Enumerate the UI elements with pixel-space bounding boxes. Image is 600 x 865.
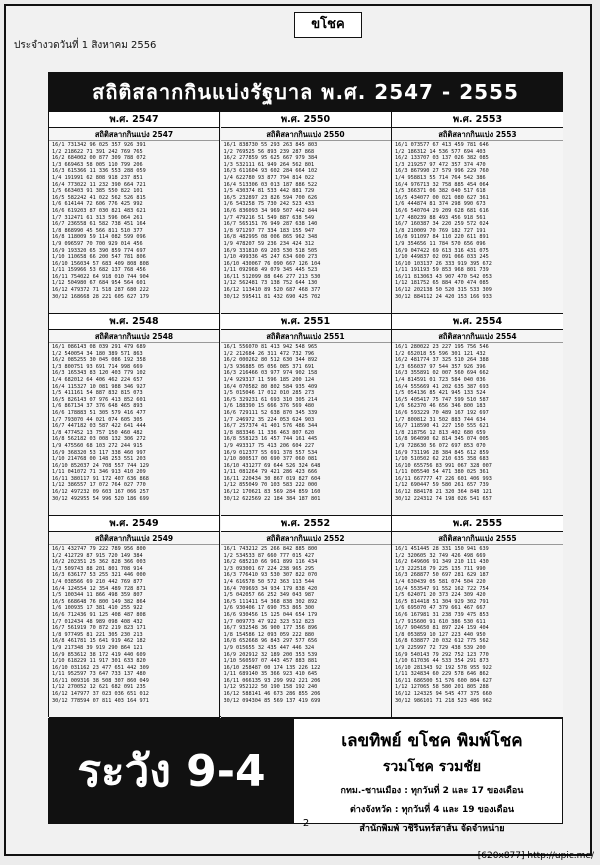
table-row: 1/8 971297 77 334 183 155 947	[223, 227, 315, 234]
table-row: 16/7 257374 41 401 576 486 344	[223, 423, 318, 430]
table-row: 16/12 497232 09 603 167 066 257	[52, 489, 149, 496]
table-row: 16/3 776410 93 530 307 822 070	[223, 572, 318, 579]
table-row: 16/8 638877 20 032 612 775 562	[395, 638, 489, 645]
block-year: พ.ศ. 2551	[221, 314, 391, 330]
table-row: 16/6 167981 31 238 739 475 853	[395, 611, 489, 618]
table-row: 16/8 118009 59 114 082 599 096	[52, 234, 146, 241]
newspaper-sheet	[4, 4, 592, 856]
table-row: 1/2 540054 34 180 389 571 863	[52, 350, 143, 357]
table-row: 16/4 115327 10 081 988 346 927	[52, 383, 146, 390]
block-year: พ.ศ. 2548	[49, 314, 219, 330]
table-row: 16/6 712436 91 125 408 487 808	[52, 611, 146, 618]
table-row: 30/12 224312 74 198 026 541 657	[395, 495, 492, 502]
table-row: 1/6 543258 75 730 242 523 433	[223, 201, 315, 208]
table-row: 16/9 368320 53 117 338 460 997	[52, 449, 146, 456]
table-row: 16/9 731196 28 384 845 612 859	[395, 449, 489, 456]
table-row: 1/10 617036 44 533 354 291 873	[395, 658, 489, 665]
table-row: 16/10 655756 83 991 067 328 007	[395, 462, 492, 469]
table-row: 1/4 622780 93 877 794 814 022	[223, 174, 315, 181]
table-row: 16/7 160387 34 220 259 572 024	[395, 221, 489, 228]
table-row: 16/1 086143 08 039 291 479 689	[52, 344, 146, 350]
table-row: 30/12 595411 81 432 690 425 702	[223, 293, 321, 300]
table-row: 1/4 929317 11 596 185 200 124	[223, 376, 315, 383]
block-rows	[49, 343, 219, 503]
table-row: 1/3 219257 97 472 357 374 470	[395, 161, 486, 168]
table-row: 16/6 178883 51 305 579 416 477	[52, 409, 146, 416]
table-row: 1/5 015046 17 012 010 285 273	[223, 390, 315, 397]
table-row: 1/7 009773 47 922 323 512 823	[223, 618, 315, 625]
table-row: 16/9 202912 32 189 200 353 539	[223, 651, 318, 658]
issue-date: ประจำงวดวันที่ 1 สิงหาคม 2556	[14, 40, 157, 51]
table-row: 16/4 773022 11 232 390 664 721	[52, 181, 146, 188]
table-row: 16/1 280022 23 227 195 756 546	[395, 344, 489, 350]
stats-block	[392, 314, 563, 516]
table-row: 16/9 193320 65 390 859 774 697	[52, 247, 146, 254]
table-row: 1/12 952122 50 190 158 192 240	[223, 684, 318, 691]
table-row: 1/10 510502 62 210 635 358 683	[395, 456, 489, 463]
table-row: 16/8 461781 15 641 919 462 182	[52, 638, 146, 645]
table-row: 16/5 405417 75 747 599 510 587	[395, 396, 489, 403]
table-row: 1/7 312471 61 313 596 064 261	[52, 214, 143, 221]
table-row: 16/7 932548 36 900 177 356 896	[223, 625, 318, 632]
page-number: 2	[302, 818, 310, 829]
table-row: 1/7 012434 48 989 098 408 432	[52, 618, 143, 625]
table-row: 16/2 684002 00 877 309 788 072	[52, 155, 146, 162]
table-row: 1/3 509743 88 201 801 708 914	[52, 565, 143, 572]
stats-block	[392, 516, 563, 718]
block-rows	[221, 343, 391, 503]
table-row: 1/11 092968 49 079 345 445 523	[223, 267, 318, 274]
table-row: 1/5 411161 54 887 832 815 073	[52, 390, 143, 397]
table-row: 16/7 118590 41 227 150 555 621	[395, 423, 489, 430]
ad-line-3: สำนักพิมพ์ วชิรินทร์สาส์น จัดจำหน่าย	[359, 824, 505, 834]
table-row: 1/6 100935 17 381 410 255 922	[52, 605, 143, 612]
table-row: 16/1 432747 79 222 789 956 800	[52, 546, 146, 552]
table-row: 1/8 210009 70 769 182 727 191	[395, 227, 486, 234]
block-rows	[49, 141, 219, 301]
table-row: 1/12 855049 70 103 583 222 000	[223, 482, 318, 489]
table-row: 16/4 555669 41 202 635 387 693	[395, 383, 489, 390]
table-row: 1/2 218622 71 391 242 769 765	[52, 148, 143, 155]
table-row: 16/12 202138 50 520 315 533 309	[395, 287, 492, 294]
table-row: 1/12 690447 59 580 261 657 739	[395, 482, 489, 489]
table-row: 1/10 618229 11 917 301 633 820	[52, 658, 146, 665]
table-row: 1/9 096597 70 700 929 014 456	[52, 240, 143, 247]
table-row: 16/1 838730 55 293 263 845 803	[223, 142, 318, 148]
table-row: 1/5 624071 20 373 224 309 420	[395, 592, 486, 599]
table-row: 16/5 814418 51 304 929 302 791	[395, 598, 489, 605]
table-row: 16/11 813063 43 907 470 542 053	[395, 273, 492, 280]
block-subtitle: สถิติสลากกินแบ่ง 2549	[49, 532, 219, 545]
stats-block	[221, 112, 392, 314]
table-row: 16/2 202351 25 362 828 366 003	[52, 559, 146, 566]
table-row: 1/8 154586 12 093 059 222 880	[223, 631, 315, 638]
table-row: 1/11 041072 71 346 913 410 209	[52, 469, 146, 476]
table-row: 16/4 124554 12 354 489 728 871	[52, 585, 146, 592]
table-row: 16/12 588141 46 673 286 855 206	[223, 691, 321, 698]
table-row: 16/6 540704 29 209 628 681 616	[395, 207, 489, 214]
table-row: 1/7 800812 31 502 883 744 634	[395, 416, 486, 423]
block-year: พ.ศ. 2550	[221, 112, 391, 128]
table-row: 16/8 482995 08 006 865 962 348	[223, 234, 318, 241]
table-row: 1/3 656037 97 544 357 926 396	[395, 363, 486, 370]
table-row: 1/10 800517 00 690 377 060 081	[223, 456, 318, 463]
table-row: 1/3 532111 61 949 264 562 801	[223, 161, 315, 168]
table-row: 1/9 225997 72 729 438 539 200	[395, 644, 486, 651]
table-row: 16/3 268877 50 697 281 629 187	[395, 572, 489, 579]
table-row: 30/12 884112 24 420 153 166 933	[395, 293, 492, 300]
table-row: 1/2 186312 14 536 577 694 403	[395, 148, 486, 155]
table-row: 16/2 649606 91 349 210 111 430	[395, 559, 489, 566]
table-row: 16/7 565151 76 949 287 638 140	[223, 221, 318, 228]
table-row: 1/6 695070 47 379 661 467 667	[395, 605, 486, 612]
table-row: 16/3 636177 53 255 321 446 000	[52, 572, 146, 579]
stats-block	[392, 112, 563, 314]
block-rows	[221, 141, 391, 301]
table-row: 16/3 611604 93 602 284 664 102	[223, 168, 318, 175]
block-subtitle: สถิติสลากกินแบ่ง 2553	[392, 128, 563, 141]
stats-grid	[48, 111, 563, 717]
table-row: 1/12 504980 67 684 954 564 601	[52, 280, 146, 287]
table-row: 1/10 499336 45 247 634 600 273	[223, 254, 318, 261]
table-row: 1/12 127065 58 580 201 805 288	[395, 684, 489, 691]
table-row: 1/9 015655 32 435 447 446 324	[223, 644, 315, 651]
table-row: 1/4 958813 55 714 764 542 386	[395, 174, 486, 181]
block-subtitle: สถิติสลากกินแบ่ง 2547	[49, 128, 219, 141]
table-row: 16/10 156034 57 683 409 808 808	[52, 260, 149, 267]
block-year: พ.ศ. 2547	[49, 112, 219, 128]
block-subtitle: สถิติสลากกินแบ่ง 2554	[392, 330, 563, 343]
ad-sub: รวมโชค รวมชัย	[382, 759, 482, 775]
table-row: 16/8 558123 16 457 744 161 445	[223, 436, 318, 443]
table-row: 16/10 431277 69 644 526 324 648	[223, 462, 321, 469]
table-row: 16/5 826143 07 976 413 852 601	[52, 396, 146, 403]
table-row: 1/9 728630 56 072 697 853 070	[395, 442, 486, 449]
table-row: 16/3 216466 03 977 974 902 158	[223, 370, 318, 377]
block-rows	[49, 545, 219, 705]
table-row: 16/10 103137 26 333 919 395 672	[395, 260, 492, 267]
table-row: 1/9 354656 11 784 570 656 096	[395, 240, 486, 247]
table-row: 16/4 070582 80 802 584 935 409	[223, 383, 318, 390]
table-row: 1/2 769525 56 893 239 287 868	[223, 148, 315, 155]
table-row: 30/12 622569 22 184 384 187 801	[223, 495, 321, 502]
table-row: 16/6 836093 34 969 507 442 844	[223, 207, 318, 214]
table-row: 16/1 073577 67 413 459 781 646	[395, 142, 489, 148]
stats-block	[221, 516, 392, 718]
table-row: 16/11 009316 38 508 307 860 049	[52, 677, 149, 684]
table-row: 16/1 451445 28 331 150 941 639	[395, 546, 489, 552]
table-row: 16/4 553547 91 552 162 722 754	[395, 585, 489, 592]
table-row: 1/11 952597 73 647 733 137 480	[52, 671, 146, 678]
block-rows	[392, 545, 563, 705]
table-row: 1/3 800751 93 691 714 998 669	[52, 363, 143, 370]
table-row: 16/5 111411 54 368 838 302 892	[223, 598, 318, 605]
ad-line-1: กทม.-ชานเมือง : ทุกวันที่ 2 และ 17 ของเดือน	[340, 786, 524, 796]
ad-box	[301, 719, 563, 834]
table-row: 1/4 814591 01 723 584 040 036	[395, 376, 486, 383]
table-row: 16/4 709693 34 934 179 838 420	[223, 585, 318, 592]
table-row: 1/2 320605 32 749 426 498 669	[395, 552, 486, 559]
table-row: 16/6 593229 70 489 167 192 697	[395, 409, 489, 416]
table-row: 16/11 512099 88 646 277 213 530	[223, 273, 321, 280]
watermark-text: [620x877] http://upic.me/	[477, 851, 594, 861]
logo: ขโชค	[294, 12, 362, 38]
table-row: 30/12 492955 54 996 520 186 699	[52, 495, 149, 502]
table-row: 1/9 478207 59 236 234 424 312	[223, 240, 315, 247]
table-row: 1/6 188390 15 666 376 569 480	[223, 403, 315, 410]
table-row: 16/10 852037 24 708 557 744 129	[52, 462, 149, 469]
table-row: 16/9 331810 69 203 530 518 505	[223, 247, 318, 254]
table-row: 16/1 743212 25 266 842 885 800	[223, 546, 318, 552]
table-row: 16/4 513306 03 013 187 886 522	[223, 181, 318, 188]
block-subtitle: สถิติสลากกินแบ่ง 2555	[392, 532, 563, 545]
block-rows	[392, 343, 563, 503]
block-year: พ.ศ. 2553	[392, 112, 563, 128]
table-row: 1/6 444874 81 374 298 990 673	[395, 201, 486, 208]
table-row: 16/7 904650 81 897 224 159 404	[395, 625, 489, 632]
table-row: 1/9 475560 68 103 272 244 915	[52, 442, 143, 449]
table-row: 1/8 977495 81 221 305 230 213	[52, 631, 143, 638]
table-row: 1/10 449837 02 091 066 033 245	[395, 254, 489, 261]
table-row: 1/7 479216 51 549 887 638 549	[223, 214, 315, 221]
table-row: 16/2 133707 03 137 026 382 085	[395, 155, 489, 162]
table-row: 1/12 270052 12 621 682 091 235	[52, 684, 146, 691]
table-row: 16/12 170621 83 569 284 859 160	[223, 489, 321, 496]
table-row: 16/5 434077 00 021 080 627 361	[395, 194, 489, 201]
block-year: พ.ศ. 2554	[392, 314, 563, 330]
table-row: 16/10 031162 23 477 651 442 309	[52, 664, 149, 671]
table-row: 1/12 386557 17 072 764 027 770	[52, 482, 146, 489]
block-subtitle: สถิติสลากกินแบ่ง 2550	[221, 128, 391, 141]
table-row: 16/7 236558 61 582 738 451 164	[52, 221, 146, 228]
table-row: 1/8 053859 10 127 223 440 950	[395, 631, 486, 638]
table-row: 1/3 222518 79 225 135 711 990	[395, 565, 486, 572]
table-row: 16/3 165343 83 120 403 779 102	[52, 370, 146, 377]
table-row: 1/7 915600 91 610 386 530 611	[395, 618, 486, 625]
table-row: 16/8 652668 96 843 297 577 656	[223, 638, 318, 645]
stats-block	[49, 314, 220, 516]
table-row: 1/5 663403 91 385 550 822 101	[52, 188, 143, 195]
table-row: 1/2 652018 55 596 301 121 432	[395, 350, 486, 357]
table-row: 16/12 147977 37 023 036 651 012	[52, 691, 149, 698]
ad-title: เลขทิพย์ ขโชค พิมพ์โชค	[341, 731, 523, 751]
table-row: 1/11 081264 79 421 286 423 666	[223, 469, 318, 476]
block-year: พ.ศ. 2552	[221, 516, 391, 532]
table-row: 16/12 124325 94 545 477 375 660	[395, 691, 492, 698]
table-row: 16/11 220434 30 867 019 827 604	[223, 475, 321, 482]
table-row: 30/12 778594 07 811 403 164 971	[52, 697, 149, 704]
block-subtitle: สถิติสลากกินแบ่ง 2552	[221, 532, 391, 545]
table-row: 16/1 731342 96 025 357 926 391	[52, 142, 146, 148]
table-row: 1/10 560597 07 443 457 883 881	[223, 658, 318, 665]
table-row: 1/12 562481 73 138 752 644 130	[223, 280, 318, 287]
table-row: 1/9 217348 39 919 290 864 121	[52, 644, 143, 651]
table-row: 16/5 668648 76 800 149 382 864	[52, 598, 146, 605]
table-row: 1/3 936885 05 056 085 371 691	[223, 363, 315, 370]
table-row: 1/10 214768 00 148 253 551 203	[52, 456, 146, 463]
table-row: 1/7 246972 35 224 053 624 903	[223, 416, 315, 423]
table-row: 1/5 430374 81 533 442 881 729	[223, 188, 315, 195]
table-row: 16/11 686500 51 576 600 804 627	[395, 677, 492, 684]
table-row: 16/8 562182 03 008 132 306 272	[52, 436, 146, 443]
table-row: 16/11 754022 64 918 010 744 904	[52, 273, 149, 280]
table-row: 16/11 667777 47 226 601 406 993	[395, 475, 492, 482]
table-row: 16/5 582242 41 022 562 526 815	[52, 194, 146, 201]
block-subtitle: สถิติสลากกินแบ่ง 2548	[49, 330, 219, 343]
block-year: พ.ศ. 2555	[392, 516, 563, 532]
table-row: 16/12 113410 89 520 687 468 377	[223, 287, 321, 294]
table-row: 16/2 481774 37 325 510 264 388	[395, 357, 489, 364]
table-row: 1/10 110658 66 200 547 781 806	[52, 254, 146, 261]
table-row: 16/12 884178 21 320 364 848 121	[395, 489, 492, 496]
table-row: 1/4 630439 05 581 074 504 220	[395, 578, 486, 585]
table-row: 16/11 380117 91 172 407 636 868	[52, 475, 149, 482]
block-rows	[221, 545, 391, 705]
table-row: 1/11 005540 54 471 380 025 361	[395, 469, 489, 476]
table-row: 16/3 355891 02 007 560 694 662	[395, 370, 489, 377]
table-row: 1/6 614144 72 606 776 425 992	[52, 201, 143, 208]
table-row: 1/7 793070 44 021 074 605 305	[52, 416, 143, 423]
table-row: 1/5 042057 66 252 349 043 987	[223, 592, 315, 599]
table-row: 1/8 883346 11 336 463 807 620	[223, 429, 315, 436]
table-row: 1/2 412729 87 915 720 149 384	[52, 552, 143, 559]
table-row: 16/2 085255 30 045 086 192 358	[52, 357, 146, 364]
table-row: 16/2 000262 80 512 630 344 892	[223, 357, 318, 364]
table-row: 16/10 281343 92 192 578 955 922	[395, 664, 492, 671]
table-row: 16/12 479372 71 518 287 680 222	[52, 287, 149, 294]
table-row: 16/10 258487 00 174 135 226 122	[223, 664, 321, 671]
table-row: 16/2 685210 66 961 899 116 434	[223, 559, 318, 566]
table-row: 16/11 066135 93 299 992 221 206	[223, 677, 321, 684]
table-row: 1/12 181752 65 884 470 474 085	[395, 280, 489, 287]
table-row: 1/5 366371 06 382 040 517 618	[395, 188, 486, 195]
table-row: 1/2 212684 26 311 472 732 796	[223, 350, 315, 357]
block-rows	[392, 141, 563, 301]
stats-block	[49, 516, 220, 718]
table-row: 16/2 277859 95 625 667 979 384	[223, 155, 318, 162]
table-row: 16/3 867990 27 579 996 229 760	[395, 168, 489, 175]
stats-block	[49, 112, 220, 314]
table-row: 16/6 619203 87 030 821 483 621	[52, 207, 146, 214]
block-year: พ.ศ. 2549	[49, 516, 219, 532]
table-row: 16/1 556070 81 413 942 548 965	[223, 344, 318, 350]
table-row: 1/2 534533 87 660 777 015 427	[223, 552, 315, 559]
table-row: 16/4 976713 32 758 885 454 064	[395, 181, 489, 188]
block-subtitle: สถิติสลากกินแบ่ง 2551	[221, 330, 391, 343]
table-row: 1/8 868990 45 566 811 510 377	[52, 227, 143, 234]
table-row: 30/12 986101 71 218 523 486 962	[395, 697, 492, 704]
table-row: 1/8 477452 13 757 150 460 482	[52, 429, 143, 436]
table-row: 1/6 562370 46 656 346 800 183	[395, 403, 486, 410]
table-row: 16/9 540143 79 292 752 123 770	[395, 651, 489, 658]
table-row: 1/8 218756 12 813 402 680 659	[395, 429, 486, 436]
table-row: 1/9 493317 75 413 206 604 227	[223, 442, 315, 449]
table-row: 30/12 094304 85 569 137 419 699	[223, 697, 321, 704]
table-row: 1/5 100344 11 866 498 359 807	[52, 592, 143, 599]
table-row: 1/4 191991 62 808 918 237 851	[52, 174, 143, 181]
table-row: 16/9 853612 38 172 419 440 609	[52, 651, 146, 658]
bottom-ad	[48, 718, 563, 834]
table-row: 1/4 616578 50 572 363 113 544	[223, 578, 315, 585]
table-row: 16/10 430067 76 090 667 126 104	[223, 260, 321, 267]
table-row: 1/11 191193 59 853 968 801 739	[395, 267, 489, 274]
table-row: 16/8 911097 84 110 220 611 891	[395, 234, 489, 241]
table-row: 30/12 168668 28 221 605 627 179	[52, 293, 149, 300]
table-row: 16/3 615366 11 336 553 288 059	[52, 168, 146, 175]
table-row: 16/9 012377 55 691 378 557 534	[223, 449, 318, 456]
table-row: 1/4 038566 69 210 442 769 877	[52, 578, 143, 585]
table-row: 16/8 964090 62 814 345 074 005	[395, 436, 489, 443]
table-row: 16/5 232897 23 826 594 700 626	[223, 194, 318, 201]
table-row: 1/3 669463 58 005 110 799 206	[52, 161, 143, 168]
table-row: 1/3 093001 67 224 238 965 295	[223, 565, 315, 572]
table-row: 16/5 329231 61 693 310 305 214	[223, 396, 318, 403]
table-row: 1/6 867134 37 376 648 465 893	[52, 403, 143, 410]
table-row: 1/4 682012 64 406 462 224 657	[52, 376, 143, 383]
ad-line-2: ต่างจังหวัด : ทุกวันที่ 4 และ 19 ของเดือน	[349, 805, 515, 815]
table-row: 1/11 324834 60 229 578 646 862	[395, 671, 489, 678]
table-row: 1/5 054136 85 421 945 133 524	[395, 390, 486, 397]
table-row: 16/6 930456 15 125 044 654 179	[223, 611, 318, 618]
table-row: 1/11 159966 53 682 137 768 456	[52, 267, 146, 274]
page-title: สถิติสลากกินแบ่งรัฐบาล พ.ศ. 2547 - 2555	[48, 72, 563, 112]
table-row: 1/11 689140 35 366 923 410 645	[223, 671, 318, 678]
table-row: 16/7 447182 03 587 422 641 444	[52, 423, 146, 430]
table-row: 1/7 480239 88 493 456 918 561	[395, 214, 486, 221]
warning-number: ระวัง 9-4	[49, 719, 294, 823]
table-row: 16/6 729111 52 638 870 345 339	[223, 409, 318, 416]
table-row: 1/6 930406 17 690 753 865 300	[223, 605, 315, 612]
table-row: 16/7 561919 70 872 219 823 171	[52, 625, 146, 632]
stats-block	[221, 314, 392, 516]
table-row: 16/9 047422 69 613 316 431 075	[395, 247, 489, 254]
